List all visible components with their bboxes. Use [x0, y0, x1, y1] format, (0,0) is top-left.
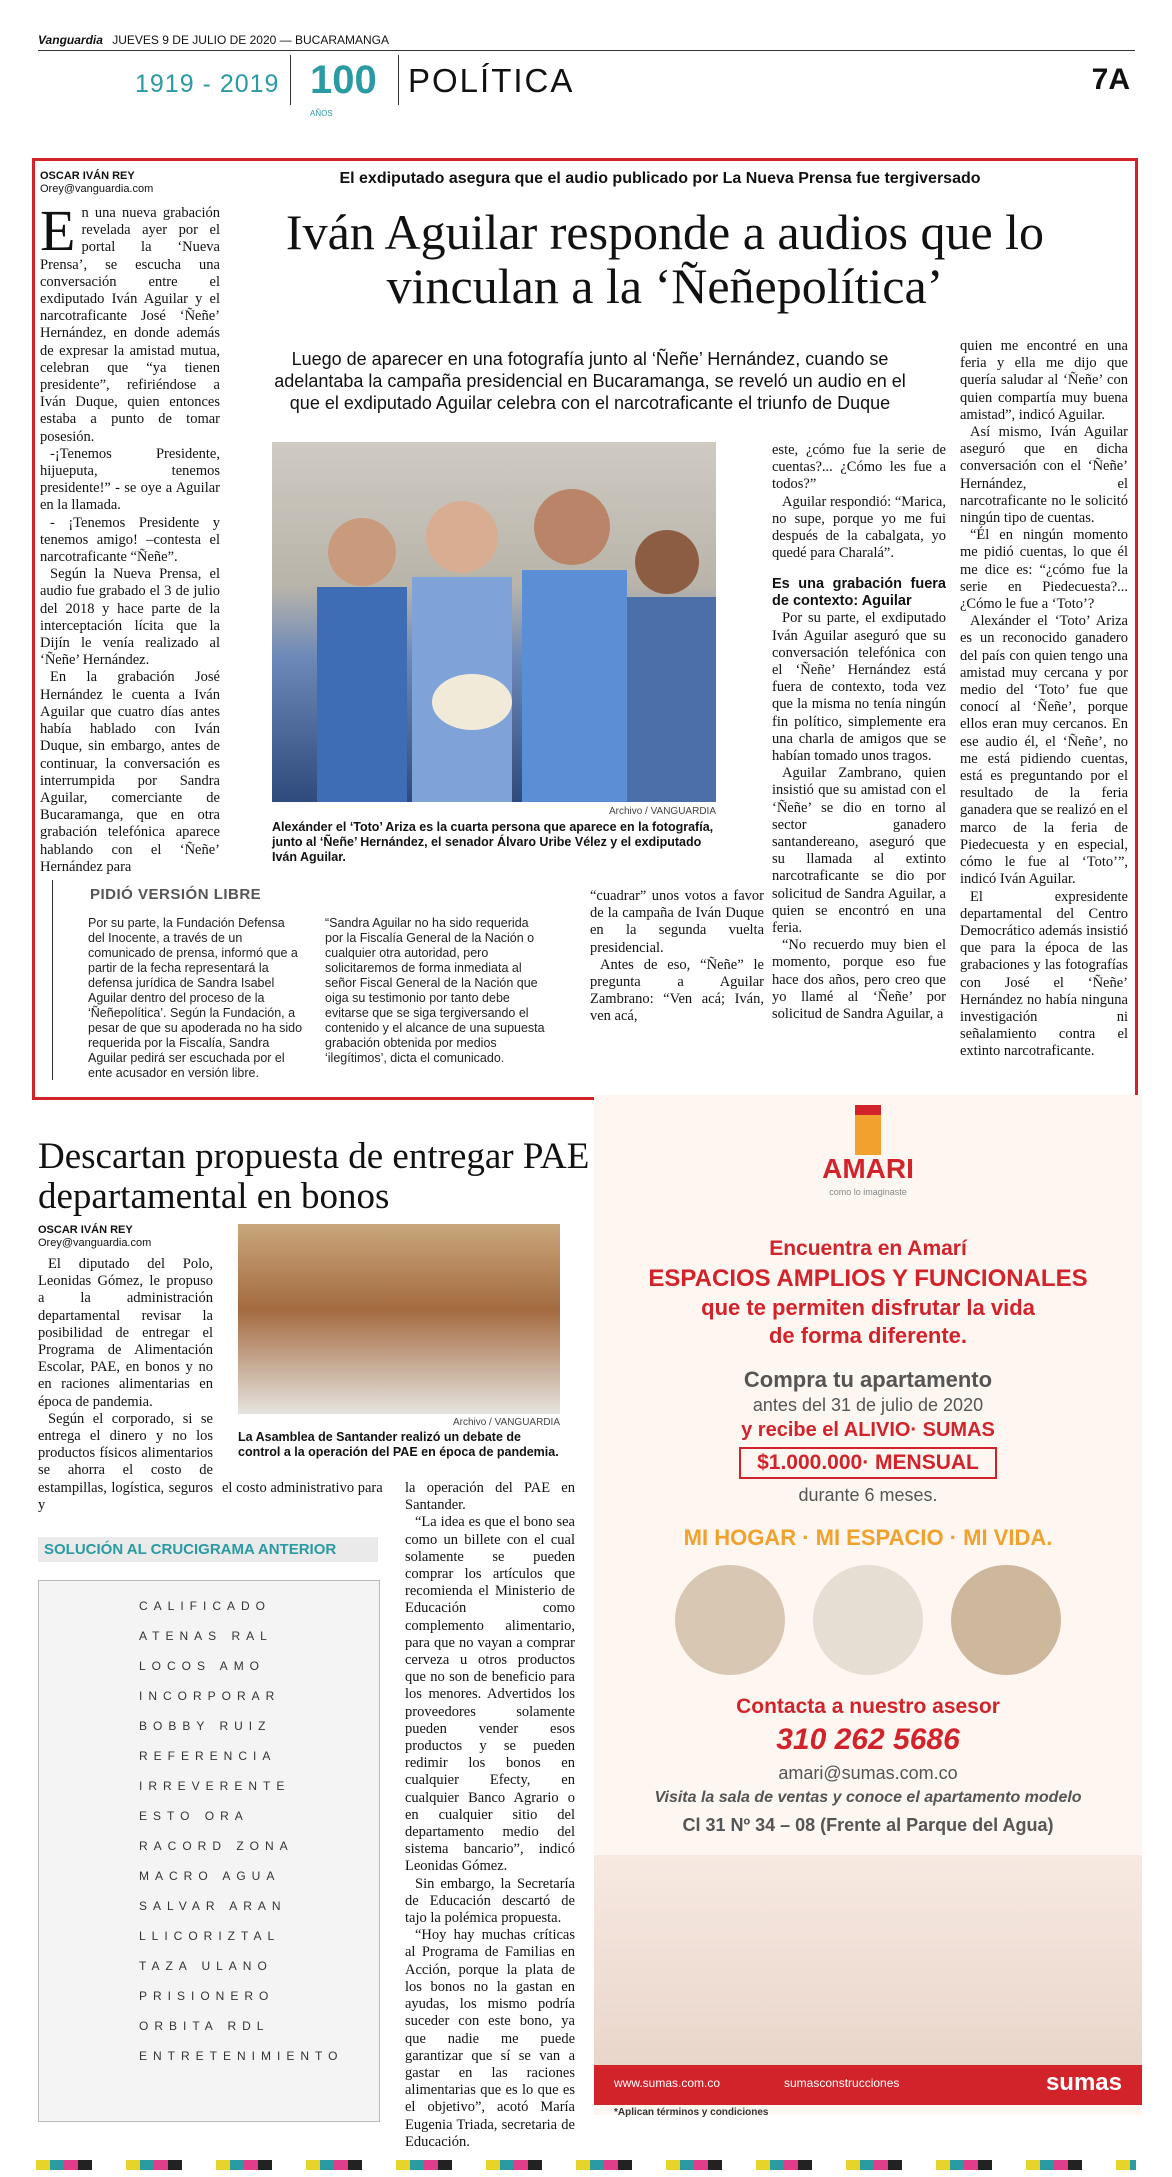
terms: *Aplican términos y condiciones: [614, 2107, 769, 2118]
brand-name: AMARI: [822, 1153, 914, 1184]
email: amari@sumas.com.co: [778, 1763, 958, 1783]
paragraph: “Él en ningún momento me pidió cuentas, lo que él me dice es: “¿cómo fue la serie en Piedecuesta?... ¿Cómo le fue a ‘Toto’?: [960, 527, 1128, 613]
article-column-1: [40, 198, 220, 876]
phone: 310 262 5686: [776, 1723, 960, 1756]
crossword-row: ATENAS RAL: [139, 1629, 273, 1643]
amount-box: [594, 1447, 1142, 1479]
paragraph: el costo administrativo para: [222, 1480, 383, 1496]
article2-column-3: [405, 1480, 575, 2151]
article-column-4: [960, 338, 1128, 1061]
apartment-thumbnails: [594, 1565, 1142, 1680]
paragraph: Aguilar respondió: “Marica, no supe, porque yo me fui después de la cabalgata, yo quedé para Charalá”.: [772, 493, 946, 562]
paragraph: Sin embargo, la Secretaría de Educación descartó de tajo la polémica propuesta.: [405, 1875, 575, 1927]
photo-caption: Alexánder el ‘Toto’ Ariza es la cuarta persona que aparece en la fotografía, junto al ‘Ñeñe’ Hernández, el senador Álvaro Uribe Vélez y el exdiputado Iván Aguilar.: [272, 820, 714, 864]
author: OSCAR IVÁN REY: [40, 170, 135, 182]
crossword-row: SALVAR ARAN: [139, 1899, 287, 1913]
family-photo: [594, 1855, 1142, 2065]
headline-2: Descartan propuesta de entregar PAE departamental en bonos: [38, 1136, 590, 1217]
author-email: Orey@vanguardia.com: [38, 1237, 152, 1249]
author-email: Orey@vanguardia.com: [40, 183, 154, 195]
ad-line-5: Compra tu apartamento: [743, 1367, 993, 1392]
paragraph: quien me encontré en una feria y ella me dijo que quería saludar al ‘Ñeñe’ con quien compartía muy buena amistad”, indicó Aguilar.: [960, 338, 1128, 423]
paragraph: “La idea es que el bono sea como un billete con el cual solamente se pueden comprar los artículos que recomienda el Ministerio de Educación como complemento alimentario, para que no vayan a comprar cerveza u otros productos que no son de beneficio para los menores. Advertidos los proveedores solamente pueden vender esos productos y se pueden redimir los bonos en cualquier Efecty, en cualquier Banco Agrario o en cualquier sitio del departamento medio del sistema bancario”, indicó Leonidas Gómez.: [405, 1514, 575, 1875]
ad-line-2: ESPACIOS AMPLIOS Y FUNCIONALES: [648, 1265, 1088, 1292]
paragraph: “Hoy hay muchas críticas al Programa de Familias en Acción, porque la plata de los bonos no la gastan en ayudas, los mismo podría suceder con este bono, ya que nadie me puede garantizar que sí se van a gastar en las raciones alimentarias que es lo que es el objetivo”, acotó María Eugenia Triada, secretaria de Educación.: [405, 1927, 575, 2150]
ad-line-3: que te permiten disfrutar la vida: [701, 1295, 1035, 1320]
duration: durante 6 meses.: [798, 1485, 938, 1505]
paper-name: Vanguardia: [38, 33, 103, 47]
crossword-grid: [38, 1580, 380, 2122]
sumas-logo: sumas: [1045, 2069, 1122, 2096]
crossword-row: CALIFICADO: [139, 1599, 272, 1613]
crossword-row: TAZA ULANO: [139, 1959, 273, 1973]
paragraph: Según la Nueva Prensa, el audio fue grabado el 3 de julio del 2018 y hace parte de la interceptación lícita que la Dijín le venía realizado al ‘Ñeñe’ Hernández.: [40, 566, 220, 669]
paragraph: El expresidente departamental del Centro Democrático además insistió que para la época de las grabaciones y las fotografías con José el ‘Ñeñe’ Hernández no había ninguna investigación ni señalamiento contra el extinto narcotraficante.: [960, 888, 1128, 1060]
paragraph: Así mismo, Iván Aguilar aseguró que en dicha conversación con el ‘Ñeñe’ Hernández, el narcotraficante no le solicitó ningún tipo de cuentas.: [960, 424, 1128, 527]
crossword-row: PRISIONERO: [139, 1989, 275, 2003]
tagline: MI HOGAR · MI ESPACIO · MI VIDA.: [683, 1525, 1053, 1550]
paragraph: Según el corporado, si se entrega el dinero y no los productos físicos alimentarios se ahorra el costo de estampillas, logística, seguros y: [38, 1410, 213, 1513]
page-number: 7A: [1091, 63, 1130, 96]
paragraph: En la grabación José Hernández le cuenta a Iván Aguilar que cuatro días antes había hablado con Iván Duque, sin embargo, antes de continuar, la conversación es interrumpida por Sandra Aguilar, comerciante de Bucaramanga, que en otra grabación telefónica aparece hablando con el ‘Ñeñe’ Hernández para: [40, 669, 220, 875]
drop-cap: E: [40, 198, 76, 263]
web: www.sumas.com.co: [614, 2076, 721, 2090]
crossword-rows: [139, 1591, 343, 2071]
divider: [398, 55, 399, 105]
article2-column-1: [38, 1256, 213, 1514]
subheading: Es una grabación fuera de contexto: Aguilar: [772, 576, 946, 610]
article-column-2: [590, 888, 764, 1026]
paragraph: n una nueva grabación revelada ayer por el portal la ‘Nueva Prensa’, se escucha una conversación entre el exdiputado Iván Aguilar y el narcotraficante José ‘Ñeñe’ Hernández, en donde además de expresar la amistad mutua, celebran que “ya tienen presidente”, refiriéndose a Iván Duque, quien entonces estaba a punto de tomar posesión.: [40, 205, 220, 445]
crossword-row: ORBITA RDL: [139, 2019, 270, 2033]
crossword-row: REFERENCIA: [139, 1749, 277, 1763]
advertisement: [594, 1095, 1142, 2118]
contact: Contacta a nuestro asesor: [736, 1695, 1000, 1718]
article-column-3: [772, 442, 946, 1023]
deck: Luego de aparecer en una fotografía junto al ‘Ñeñe’ Hernández, cuando se adelantaba la campaña presidencial en Bucaramanga, se reveló un audio en el que el exdiputado Aguilar celebra con el narcotraficante el triunfo de Duque: [274, 349, 906, 413]
paragraph: Por su parte, el exdiputado Iván Aguilar aseguró que su conversación telefónica con el ‘Ñeñe’ Hernández está fuera de contexto, toda vez que la misma no tenía ningún fin político, simplemente era una charla de amigos que se habían tomado unos tragos.: [772, 610, 946, 765]
crossword-row: MACRO AGUA: [139, 1869, 281, 1883]
paragraph: - ¡Tenemos Presidente y tenemos amigo! –contesta el narcotraficante “Ñeñe”.: [40, 514, 220, 566]
social: sumasconstrucciones: [784, 2076, 900, 2090]
box-rule: [52, 880, 57, 1080]
box-text-1: Por su parte, la Fundación Defensa del Inocente, a través de un comunicado de prensa, informó que a partir de la fecha representará la defensa jurídica de Sandra Isabel Aguilar dentro del proceso de la ‘Ñeñepolítica’. Según la Fundación, a pesar de que su apoderada no ha sido requerida por la Fiscalía, Sandra Aguilar pedirá ser escuchada por el ente acusador en versión libre.: [88, 916, 303, 1080]
ad-line-4: de forma diferente.: [768, 1323, 968, 1348]
paragraph: El diputado del Polo, Leonidas Gómez, le propuso a la administración departamental revisar la posibilidad de entregar el Programa de Alimentación Escolar, PAE, en bonos y no en raciones alimentarias en época de pandemia.: [38, 1256, 213, 1410]
byline: [38, 1224, 151, 1250]
byline: [40, 170, 153, 196]
paragraph: Antes de eso, “Ñeñe” le pregunta a Aguilar Zambrano: “Ven acá; Iván, ven acá,: [590, 956, 764, 1025]
color-registration-bar: [36, 2160, 1136, 2170]
crossword-row: ENTRETENIMIENTO: [139, 2049, 344, 2063]
crossword-row: INCORPORAR: [139, 1689, 281, 1703]
crossword-row: LOCOS AMO: [139, 1659, 266, 1673]
crossword-row: BOBBY RUIZ: [139, 1719, 272, 1733]
paragraph: la operación del PAE en Santander.: [405, 1480, 575, 1514]
box-text-2: “Sandra Aguilar no ha sido requerida por la Fiscalía General de la Nación o cualquier otra autoridad, pero solicitaremos de forma inmediata al señor Fiscal General de la Nación que oiga su testimonio por tanto debe evitarse que se siga tergiversando el contenido y el alcance de una supuesta grabación obtenida por medios ‘ilegítimos’, dicta el comunicado.: [325, 916, 545, 1065]
ad-line-6: antes del 31 de julio de 2020: [752, 1395, 984, 1415]
paragraph: “No recuerdo muy bien el momento, porque eso fue hace dos años, pero creo que yo llamé al ‘Ñeñe’ por solicitud de Sandra Aguilar, a: [772, 937, 946, 1023]
anniversary-years: 1919 - 2019: [135, 70, 280, 98]
paragraph: -¡Tenemos Presidente, hijueputa, tenemos presidente!” - se oye a Aguilar en la llamada.: [40, 445, 220, 514]
dateline: JUEVES 9 DE JULIO DE 2020 — BUCARAMANGA: [112, 33, 389, 47]
kicker: El exdiputado asegura que el audio publicado por La Nueva Prensa fue tergiversado: [339, 170, 981, 187]
ad-footer: [594, 2065, 1142, 2105]
article-photo: [272, 442, 716, 802]
author: OSCAR IVÁN REY: [38, 1224, 133, 1236]
assembly-photo: [238, 1224, 560, 1414]
brand-sub: como lo imaginaste: [829, 1187, 907, 1197]
paragraph: Aguilar Zambrano, quien insistió que su amistad con el ‘Ñeñe’ se dio en torno al sector ganadero santandereano, aseguró que su llamada al extinto narcotraficante se dio por solicitud de Sandra Aguilar, a quien se encontró en una feria.: [772, 765, 946, 937]
photo-credit: Archivo / VANGUARDIA: [452, 1417, 560, 1428]
paragraph: este, ¿cómo fue la serie de cuentas?... ¿Cómo les fue a todos?”: [772, 442, 946, 493]
crossword-row: IRREVERENTE: [139, 1779, 291, 1793]
amount: $1.000.000· MENSUAL: [739, 1447, 997, 1479]
article2-column-2: [222, 1480, 402, 1497]
paragraph: “cuadrar” unos votos a favor de la campaña de Iván Duque en la segunda vuelta presidencial.: [590, 888, 764, 956]
crossword-title: SOLUCIÓN AL CRUCIGRAMA ANTERIOR: [38, 1537, 378, 1562]
ad-line-1: Encuentra en Amarí: [769, 1237, 967, 1260]
paragraph: Alexánder el ‘Toto’ Ariza es un reconocido ganadero del país con quien tengo una amistad muy cercana y por medio del ‘Toto’ fue que conocí al ‘Ñeñe’, porque ellos eran muy cercanos. En ese audio él, el ‘Ñeñe’, no me está pidiendo cuentas, está es preguntando por el resultado de la feria ganadera que se realizó en el marco de la feria de Piedecuesta y en especial, cómo le fue al ‘Toto’”, indicó Iván Aguilar.: [960, 613, 1128, 888]
headline: Iván Aguilar responde a audios que lo vinculan a la ‘Ñeñepolítica’: [285, 204, 1045, 314]
crossword-row: ESTO ORA: [139, 1809, 249, 1823]
masthead-strip: [38, 33, 1135, 51]
divider: [290, 55, 291, 105]
logo-sub: AÑOS: [310, 109, 333, 118]
crossword-row: RACORD ZONA: [139, 1839, 294, 1853]
crossword-row: LLICORIZTAL: [139, 1929, 281, 1943]
address: Cl 31 Nº 34 – 08 (Frente al Parque del Agua): [682, 1815, 1054, 1835]
box-title: PIDIÓ VERSIÓN LIBRE: [90, 886, 262, 903]
visit: Visita la sala de ventas y conoce el apartamento modelo: [654, 1789, 1082, 1806]
photo-credit: Archivo / VANGUARDIA: [608, 806, 716, 817]
brand-logo-icon: [594, 1105, 1142, 1160]
anniversary-logo: [310, 58, 390, 118]
photo-people-illustration: [272, 442, 716, 802]
section-title: POLÍTICA: [408, 62, 575, 99]
ad-line-7: y recibe el ALIVIO· SUMAS: [741, 1419, 995, 1441]
logo-number: 100: [310, 58, 377, 102]
photo-caption: La Asamblea de Santander realizó un debate de control a la operación del PAE en época de pandemia.: [238, 1430, 559, 1459]
